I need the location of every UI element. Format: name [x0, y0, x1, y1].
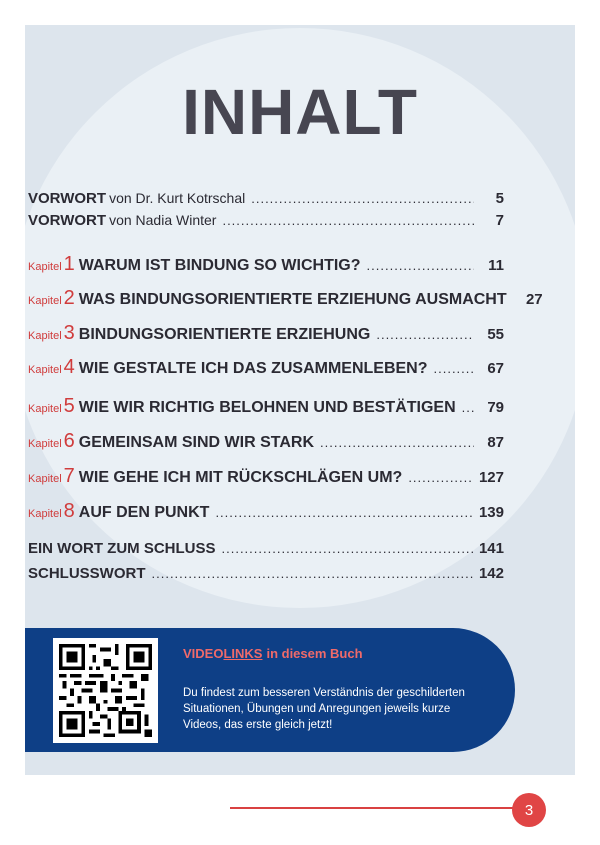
- toc-entry-kapitel-5[interactable]: [28, 395, 504, 421]
- leader-dots: [376, 327, 474, 342]
- entry-page: 141: [478, 540, 504, 557]
- leader-dots: [215, 505, 473, 520]
- page-title: INHALT: [182, 76, 418, 148]
- toc-entry-kapitel-4[interactable]: [28, 356, 504, 382]
- videolinks-description: Du findest zum besseren Verständnis der geschilderten Situationen, Übungen und Anregungen jeweils kurze Videos, das erste gleich jetzt!: [183, 687, 465, 731]
- chapter-title: WIE WIR RICHTIG BELOHNEN UND BESTÄTIGEN: [78, 399, 456, 416]
- videolinks-title: [183, 646, 363, 661]
- chapter-prefix: Kapitel: [28, 261, 62, 273]
- entry-label: VORWORT: [28, 190, 107, 207]
- chapter-prefix: Kapitel: [28, 403, 62, 415]
- chapter-title: AUF DEN PUNKT: [78, 504, 210, 521]
- entry-page: 27: [525, 291, 543, 308]
- leader-dots: [434, 361, 475, 376]
- entry-page: 87: [487, 434, 504, 451]
- chapter-prefix: Kapitel: [28, 438, 62, 450]
- leader-dots: [462, 400, 474, 415]
- toc-entry-schlusswort[interactable]: [28, 565, 504, 591]
- chapter-title: BINDUNGSORIENTIERTE ERZIEHUNG: [78, 326, 371, 343]
- entry-page: 127: [478, 469, 504, 486]
- videolinks-title-links[interactable]: LINKS: [223, 646, 263, 661]
- qr-code-icon[interactable]: [53, 638, 158, 743]
- entry-page: 142: [478, 565, 504, 582]
- leader-dots: [222, 541, 473, 556]
- entry-author: von Dr. Kurt Kotrschal: [109, 190, 246, 206]
- entry-page: 139: [478, 504, 504, 521]
- page-number-badge: 3: [512, 793, 546, 827]
- entry-page: 5: [495, 190, 504, 207]
- entry-label: VORWORT: [28, 212, 107, 229]
- entry-page: 11: [488, 257, 504, 274]
- entry-label: EIN WORT ZUM SCHLUSS: [28, 540, 216, 557]
- leader-dots: [251, 191, 474, 206]
- chapter-number: 8: [63, 500, 75, 522]
- chapter-prefix: Kapitel: [28, 473, 62, 485]
- chapter-number: 7: [63, 465, 75, 487]
- chapter-prefix: Kapitel: [28, 295, 62, 307]
- leader-dots: [222, 213, 474, 228]
- chapter-number: 4: [63, 356, 75, 378]
- footer-divider: [230, 807, 515, 809]
- toc-entry-kapitel-6[interactable]: [28, 430, 504, 456]
- chapter-prefix: Kapitel: [28, 508, 62, 520]
- toc-entry-kapitel-3[interactable]: [28, 322, 504, 348]
- entry-label: SCHLUSSWORT: [28, 565, 146, 582]
- leader-dots: [152, 566, 473, 581]
- chapter-number: 3: [63, 322, 75, 344]
- chapter-number: 6: [63, 430, 75, 452]
- toc-entry-kapitel-7[interactable]: [28, 465, 504, 491]
- toc-entry-ein-wort-zum-schluss[interactable]: [28, 540, 504, 566]
- videolinks-title-video: VIDEO: [183, 646, 224, 661]
- entry-page: 67: [487, 360, 504, 377]
- chapter-number: 2: [63, 287, 75, 309]
- chapter-prefix: Kapitel: [28, 330, 62, 342]
- toc-entry-kapitel-8[interactable]: [28, 500, 504, 526]
- chapter-title: WIE GESTALTE ICH DAS ZUSAMMENLEBEN?: [78, 360, 428, 377]
- leader-dots: [320, 435, 474, 450]
- entry-page: 7: [495, 212, 504, 229]
- chapter-title: WARUM IST BINDUNG SO WICHTIG?: [78, 257, 361, 274]
- chapter-number: 1: [63, 253, 75, 275]
- chapter-title: WIE GEHE ICH MIT RÜCKSCHLÄGEN UM?: [78, 469, 403, 486]
- leader-dots: [367, 258, 474, 273]
- toc-entry-kapitel-2[interactable]: [28, 287, 543, 313]
- chapter-title: GEMEINSAM SIND WIR STARK: [78, 434, 315, 451]
- chapter-number: 5: [63, 395, 75, 417]
- chapter-title: WAS BINDUNGSORIENTIERTE ERZIEHUNG AUSMACHT: [78, 291, 507, 308]
- chapter-prefix: Kapitel: [28, 364, 62, 376]
- entry-page: 55: [487, 326, 504, 343]
- toc-entry-vorwort-2[interactable]: [28, 212, 504, 238]
- leader-dots: [408, 470, 473, 485]
- toc-entry-kapitel-1[interactable]: [28, 253, 504, 279]
- videolinks-title-rest: in diesem Buch: [266, 646, 363, 661]
- entry-author: von Nadia Winter: [109, 212, 217, 228]
- entry-page: 79: [487, 399, 504, 416]
